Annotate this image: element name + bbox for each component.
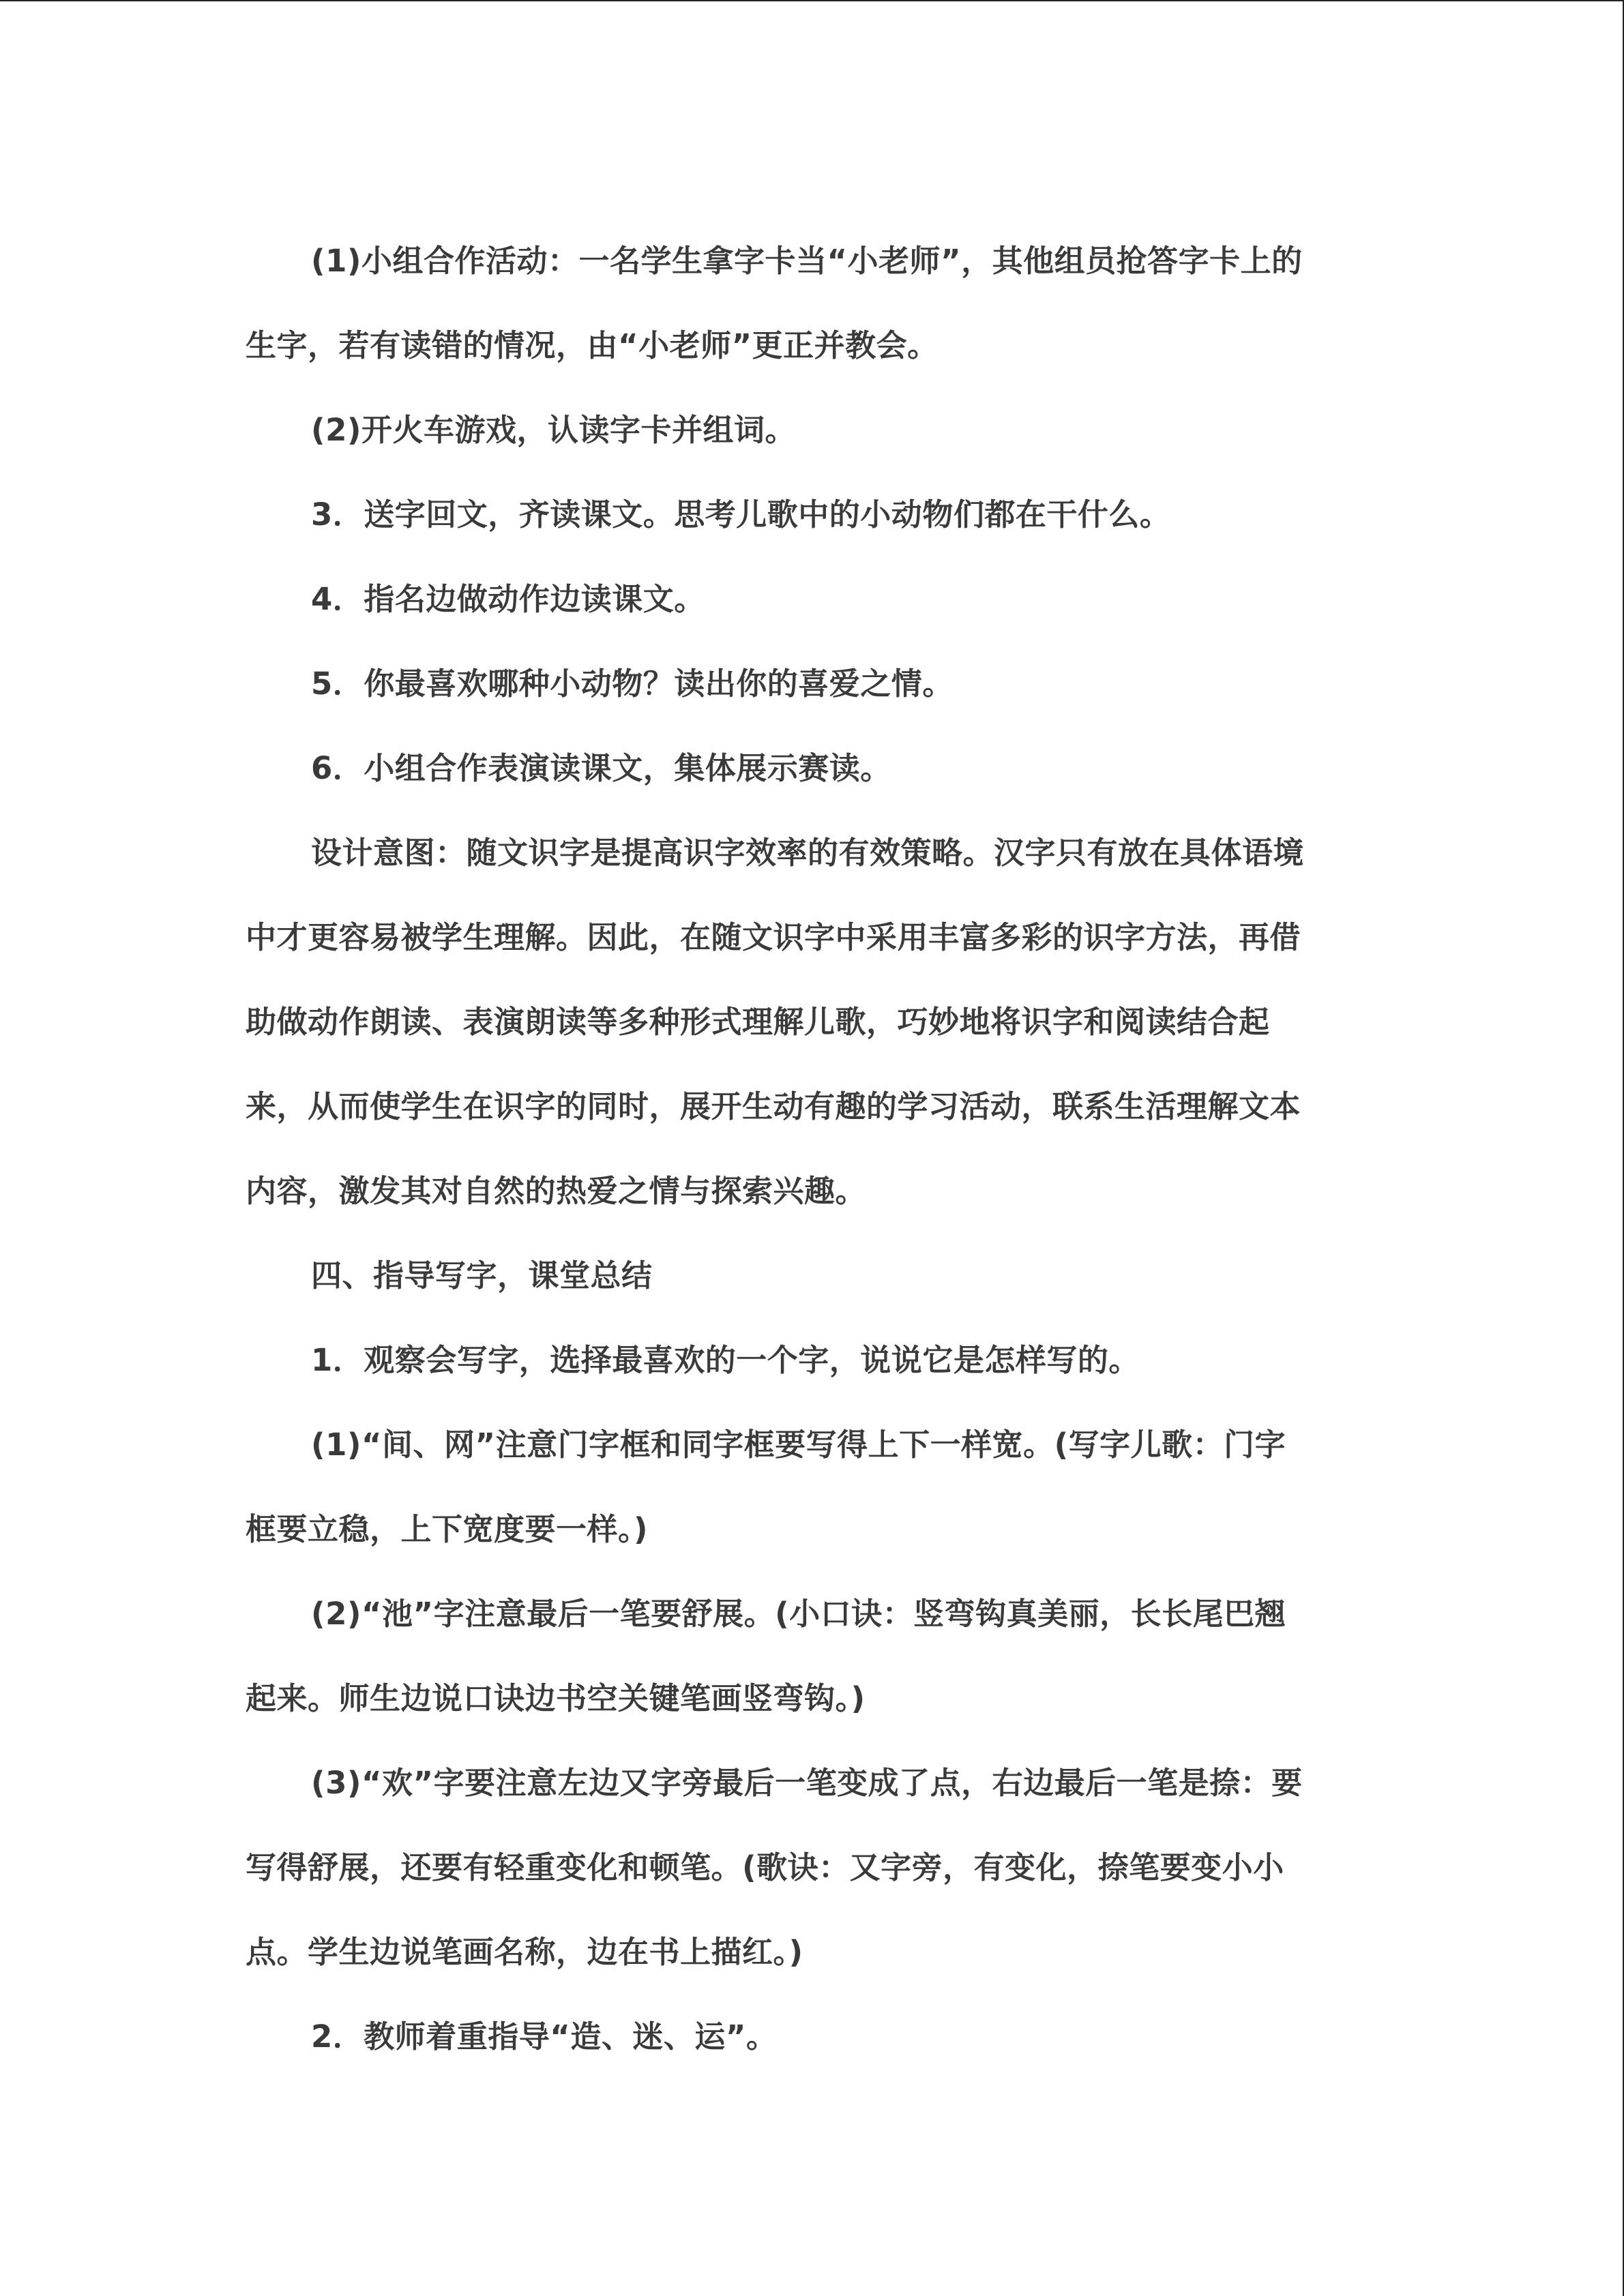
paragraph-line: 起来。师生边说口诀边书空关键笔画竖弯钩。) [246,1680,866,1716]
paragraph-line: (2)“池”字注意最后一笔要舒展。(小口诀：竖弯钩真美丽，长长尾巴翘 [311,1596,1286,1632]
paragraph-line: 4．指名边做动作边读课文。 [311,581,705,617]
paragraph-line: 设计意图：随文识字是提高识字效率的有效策略。汉字只有放在具体语境 [311,835,1305,871]
paragraph-line: 写得舒展，还要有轻重变化和顿笔。(歌诀：又字旁，有变化，捺笔要变小小 [246,1849,1284,1885]
paragraph-line: (3)“欢”字要注意左边又字旁最后一笔变成了点，右边最后一笔是捺：要 [311,1765,1303,1801]
paragraph-line: 来，从而使学生在识字的同时，展开生动有趣的学习活动，联系生活理解文本 [246,1088,1301,1124]
section-heading: 四、指导写字，课堂总结 [311,1257,653,1294]
paragraph-line: 生字，若有读错的情况，由“小老师”更正并教会。 [246,327,939,363]
paragraph-line: 框要立稳，上下宽度要一样。) [246,1511,649,1547]
paragraph-line: 点。学生边说笔画名称，边在书上描红。) [246,1934,803,1970]
paragraph-line: (2)开火车游戏，认读字卡并组词。 [311,412,796,448]
paragraph-line: (1)小组合作活动：一名学生拿字卡当“小老师”，其他组员抢答字卡上的 [311,243,1303,279]
paragraph-line: (1)“间、网”注意门字框和同字框要写得上下一样宽。(写字儿歌：门字 [311,1427,1286,1463]
document-body [246,219,1378,2079]
paragraph-line: 3．送字回文，齐读课文。思考儿歌中的小动物们都在干什么。 [311,496,1171,533]
paragraph-line: 1．观察会写字，选择最喜欢的一个字，说说它是怎样写的。 [311,1342,1140,1378]
paragraph-line: 助做动作朗读、表演朗读等多种形式理解儿歌，巧妙地将识字和阅读结合起 [246,1004,1270,1040]
paragraph-line: 6．小组合作表演读课文，集体展示赛读。 [311,750,891,786]
paragraph-line: 内容，激发其对自然的热爱之情与探索兴趣。 [246,1173,867,1209]
paragraph-line: 2．教师着重指导“造、迷、运”。 [311,2018,778,2055]
paragraph-line: 中才更容易被学生理解。因此，在随文识字中采用丰富多彩的识字方法，再借 [246,919,1301,955]
paragraph-line: 5．你最喜欢哪种小动物？读出你的喜爱之情。 [311,666,954,702]
